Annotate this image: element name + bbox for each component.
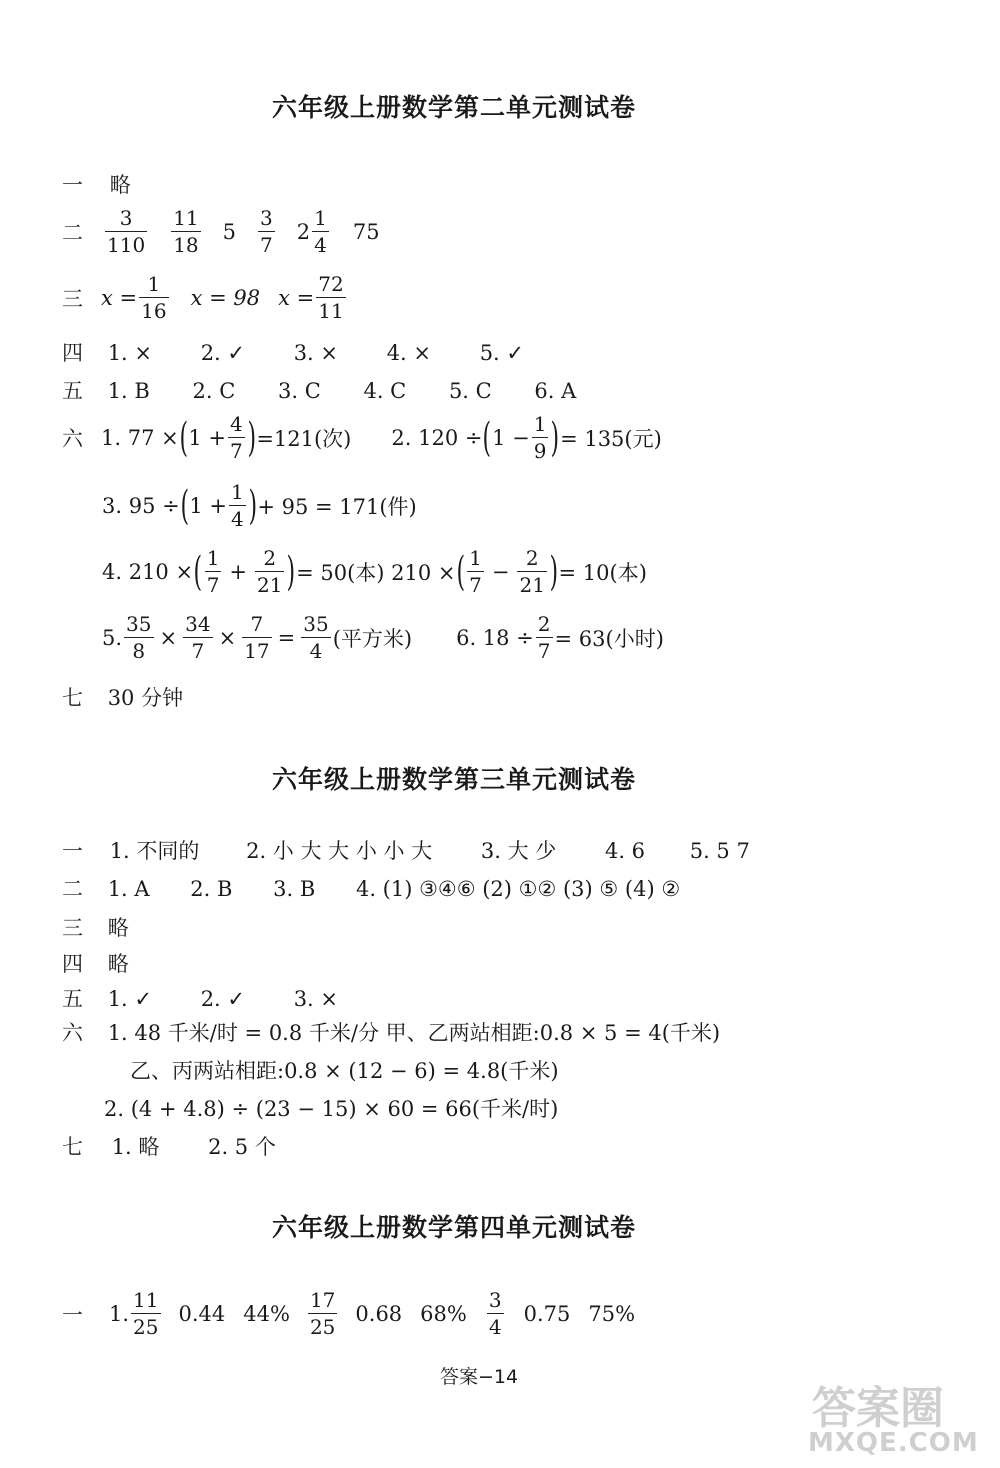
u3-row4 bbox=[62, 951, 129, 977]
u3-row2 bbox=[62, 876, 680, 902]
fraction: $\frac{34}{7}$ bbox=[185, 612, 211, 663]
fraction: $\frac{2}{21}$ bbox=[257, 546, 283, 597]
expr: 1 + bbox=[189, 493, 227, 518]
u3-row6-line2: 乙、丙两站相距:0.8 × (12 − 6) = 4.8(千米) bbox=[130, 1059, 559, 1083]
u2-row6-line5 bbox=[102, 614, 664, 661]
u3-row5 bbox=[62, 986, 338, 1012]
watermark-logo: 答案圈 bbox=[812, 1383, 944, 1434]
answer-item: 2. 5 个 bbox=[208, 1135, 276, 1159]
answer-item: 1. 略 bbox=[111, 1135, 160, 1159]
value: 0.44 bbox=[178, 1301, 226, 1326]
u2-row6-line3: 3. 95 ÷ ( 1 + $\frac{1}{4}$ ) + 95 = 171(件) bbox=[102, 480, 417, 531]
u2-row1 bbox=[62, 172, 131, 198]
u2-row6-line4: 4. 210 × ( $\frac{1}{7}$ + $\frac{2}{21}$ ) = 50(本) 210 × ( $\frac{1}{7}$ − $\frac{2}{21}$ ) = 10(本) bbox=[102, 546, 647, 597]
equation: x = bbox=[278, 285, 315, 310]
row-label: 一 bbox=[62, 1302, 83, 1327]
fraction: $\frac{1}{4}$ bbox=[314, 206, 327, 257]
row-label: 三 bbox=[62, 916, 83, 940]
answer-item: 1. × bbox=[107, 341, 152, 365]
unit4-title: 六年级上册数学第四单元测试卷 bbox=[272, 1213, 637, 1242]
u2-row7 bbox=[62, 685, 183, 711]
row-label: 四 bbox=[62, 952, 83, 976]
answer-item: 3. 大 少 bbox=[480, 839, 557, 863]
row-label: 一 bbox=[62, 839, 83, 863]
fraction: $\frac{35}{4}$ bbox=[303, 612, 329, 663]
row-label: 二 bbox=[62, 877, 83, 901]
expr: + 95 = 171(件) bbox=[257, 494, 417, 519]
fraction: $\frac{7}{17}$ bbox=[244, 612, 270, 663]
answer-text: 30 分钟 bbox=[107, 686, 184, 710]
operator: + bbox=[229, 559, 248, 584]
operator: × bbox=[218, 625, 237, 650]
fraction: $\frac{1}{7}$ bbox=[206, 546, 220, 597]
value: 5 bbox=[222, 219, 237, 244]
expr: 2. 120 ÷ bbox=[391, 425, 483, 450]
u2-row3 bbox=[62, 274, 348, 321]
answer-item: 1. 不同的 bbox=[109, 839, 200, 863]
answer-item: 2. B bbox=[190, 877, 233, 901]
u3-row1 bbox=[62, 838, 750, 864]
expr: = 135(元) bbox=[560, 426, 662, 451]
answer-text: 略 bbox=[109, 173, 131, 197]
expr: 3. 95 ÷ bbox=[102, 493, 180, 518]
u3-row7 bbox=[62, 1134, 276, 1160]
operator: × bbox=[159, 625, 178, 650]
row-label: 五 bbox=[62, 987, 83, 1011]
equation: x = 98 bbox=[190, 285, 261, 310]
answer-item: 1. A bbox=[107, 877, 150, 901]
fraction: $\frac{17}{25}$ bbox=[309, 1288, 336, 1339]
operator: = bbox=[277, 625, 296, 650]
expr: (平方米) bbox=[332, 626, 413, 651]
u3-row6-line3: 2. (4 + 4.8) ÷ (23 − 15) × 60 = 66(千米/时) bbox=[104, 1097, 559, 1121]
row-label: 六 bbox=[62, 1021, 83, 1045]
expr: 1. bbox=[109, 1301, 130, 1326]
value: 75% bbox=[588, 1301, 636, 1326]
u2-row6-line1: 六 1. 77 × ( 1 + $\frac{4}{7}$ ) =121(次) 2. 120 ÷ ( 1 − $\frac{1}{9}$ ) = 135(元) bbox=[62, 412, 662, 463]
row-label: 六 bbox=[62, 426, 83, 451]
answer-item: 6. A bbox=[534, 379, 577, 403]
fraction: $\frac{3}{110}$ bbox=[107, 206, 146, 257]
equation: x = bbox=[101, 285, 138, 310]
u3-row6-line1 bbox=[62, 1020, 720, 1046]
u2-row5 bbox=[62, 378, 576, 404]
row-label: 七 bbox=[62, 686, 83, 710]
fraction: $\frac{3}{7}$ bbox=[260, 206, 273, 257]
answer-item: 5. 5 7 bbox=[689, 839, 750, 863]
answer-item: 3. × bbox=[293, 987, 338, 1011]
row-label: 一 bbox=[62, 173, 83, 197]
page-number: 答案−14 bbox=[440, 1366, 519, 1388]
fraction: $\frac{2}{7}$ bbox=[537, 612, 551, 663]
watermark-url: MXQE.COM bbox=[808, 1428, 979, 1458]
row-label: 四 bbox=[62, 341, 83, 365]
answer-item: 2. C bbox=[192, 379, 236, 403]
answer-item: 2. ✓ bbox=[200, 341, 245, 365]
expr: =121(次) bbox=[256, 426, 352, 451]
expr: = 50(本) 210 × bbox=[296, 560, 456, 585]
fraction: $\frac{1}{9}$ bbox=[533, 412, 547, 463]
answer-item: 5. ✓ bbox=[479, 341, 524, 365]
value: 0.68 bbox=[355, 1301, 403, 1326]
u4-row1 bbox=[62, 1290, 635, 1337]
answer-item: 4. × bbox=[386, 341, 431, 365]
answer-text: 略 bbox=[107, 952, 129, 976]
answer-text: 略 bbox=[107, 916, 129, 940]
fraction: $\frac{35}{8}$ bbox=[126, 612, 152, 663]
answer-item: 3. B bbox=[273, 877, 316, 901]
value: 0.75 bbox=[523, 1301, 571, 1326]
answer-item: 4. C bbox=[363, 379, 407, 403]
answer-item: 2. 小 大 大 小 小 大 bbox=[246, 839, 433, 863]
answer-item: 4. (1) ③④⑥ (2) ①② (3) ⑤ (4) ② bbox=[355, 877, 681, 901]
unit3-title: 六年级上册数学第三单元测试卷 bbox=[272, 765, 637, 794]
fraction: $\frac{11}{25}$ bbox=[133, 1288, 159, 1339]
expr: 6. 18 ÷ bbox=[456, 625, 534, 650]
value: 75 bbox=[352, 219, 380, 244]
expr: 4. 210 × bbox=[102, 559, 194, 584]
answer-text: 1. 48 千米/时 = 0.8 千米/分 甲、乙两站相距:0.8 × 5 = 4(千米) bbox=[107, 1021, 721, 1045]
expr: 1. 77 × bbox=[101, 425, 179, 450]
expr: = 63(小时) bbox=[554, 626, 664, 651]
answer-item: 1. ✓ bbox=[107, 987, 152, 1011]
fraction: $\frac{11}{18}$ bbox=[173, 206, 199, 257]
fraction: $\frac{1}{4}$ bbox=[230, 480, 244, 531]
expr: 5. bbox=[102, 625, 123, 650]
value: 68% bbox=[420, 1301, 467, 1326]
answer-item: 4. 6 bbox=[604, 839, 646, 863]
answer-item: 1. B bbox=[107, 379, 150, 403]
u2-row4 bbox=[62, 340, 524, 366]
row-label: 二 bbox=[62, 220, 83, 245]
fraction: $\frac{3}{4}$ bbox=[488, 1288, 502, 1339]
fraction: $\frac{1}{16}$ bbox=[141, 272, 167, 323]
fraction: $\frac{4}{7}$ bbox=[229, 412, 243, 463]
row-label: 七 bbox=[62, 1135, 83, 1159]
mixed-whole: 2 bbox=[296, 219, 311, 244]
answer-item: 3. × bbox=[293, 341, 338, 365]
u3-row3 bbox=[62, 915, 129, 941]
fraction: $\frac{1}{7}$ bbox=[469, 546, 482, 597]
fraction: $\frac{2}{21}$ bbox=[519, 546, 545, 597]
u2-row2 bbox=[62, 208, 380, 255]
value: 44% bbox=[243, 1301, 290, 1326]
operator: − bbox=[491, 559, 510, 584]
expr: 1 + bbox=[188, 425, 226, 450]
fraction: $\frac{72}{11}$ bbox=[318, 272, 344, 323]
row-label: 三 bbox=[62, 286, 83, 311]
answer-item: 3. C bbox=[278, 379, 321, 403]
expr: 1 − bbox=[492, 425, 530, 450]
answer-item: 2. ✓ bbox=[200, 987, 245, 1011]
unit2-title: 六年级上册数学第二单元测试卷 bbox=[272, 93, 637, 122]
row-label: 五 bbox=[62, 379, 83, 403]
answer-item: 5. C bbox=[448, 379, 492, 403]
expr: = 10(本) bbox=[558, 560, 647, 585]
